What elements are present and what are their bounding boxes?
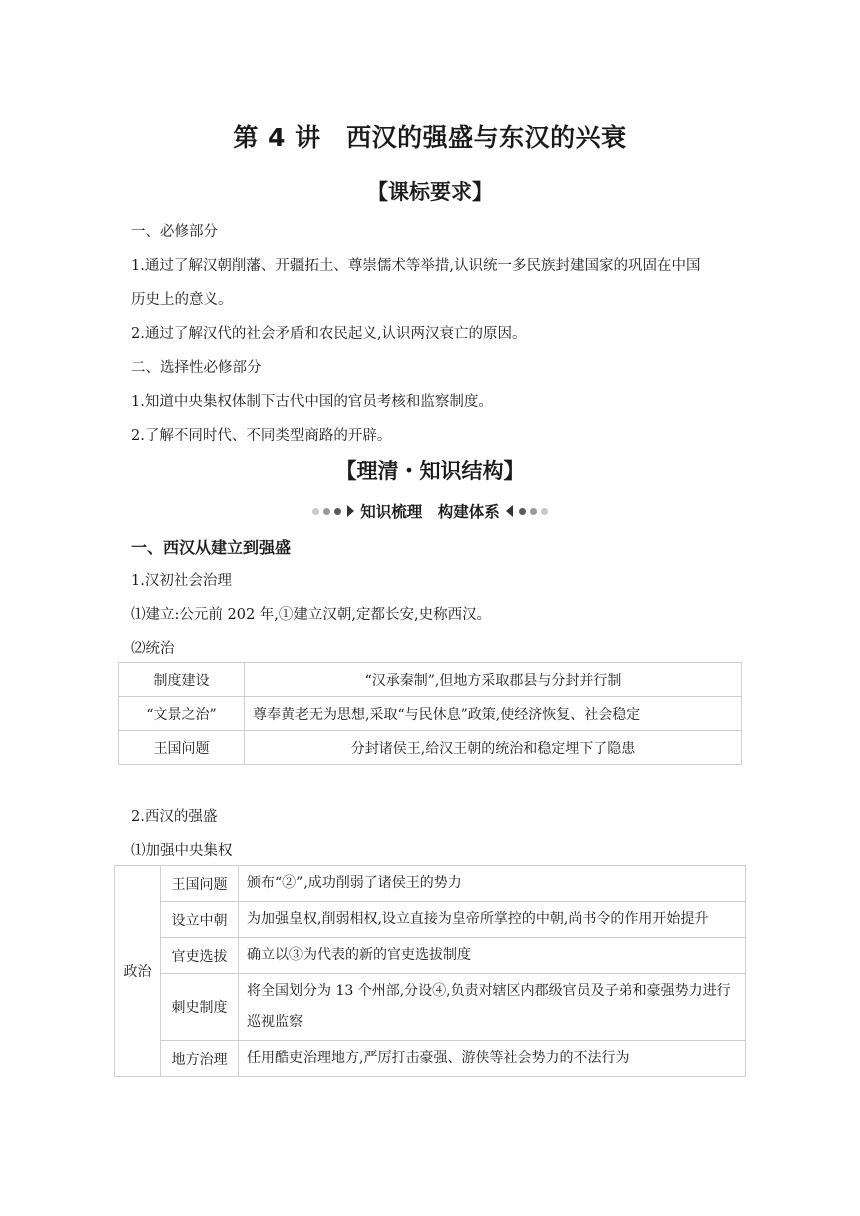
- table-row: [119, 731, 742, 765]
- subheading: 2.西汉的强盛: [131, 809, 218, 825]
- centralization-table: [114, 865, 746, 1077]
- table-cell-value: 尊奉黄老无为思想,采取“与民休息”政策,使经济恢复、社会稳定: [245, 697, 742, 731]
- table-cell-key: 设立中朝: [161, 902, 239, 938]
- section-banner: [300, 499, 560, 523]
- table-cell-key: “文景之治”: [119, 697, 245, 731]
- table-cell-value: “汉承秦制”,但地方采取郡县与分封并行制: [245, 663, 742, 697]
- table-row: [115, 974, 746, 1041]
- banner-dots-right: [519, 508, 548, 515]
- section-title-requirements: 【课标要求】: [367, 180, 493, 204]
- banner-label: 知识梳理 构建体系: [360, 503, 500, 521]
- subheading: ⑵统治: [131, 641, 175, 657]
- table-group-cell: 政治: [115, 866, 161, 1077]
- table-row: [115, 866, 746, 902]
- table-row: [119, 663, 742, 697]
- table-cell-value: 为加强皇权,削弱相权,设立直接为皇帝所掌控的中朝,尚书令的作用开始提升: [239, 902, 746, 938]
- requirement-line: 1.知道中央集权体制下古代中国的官员考核和监察制度。: [131, 394, 493, 410]
- arrow-right-icon: [347, 505, 354, 517]
- subheading: 1.汉初社会治理: [131, 573, 232, 589]
- subheading: ⑴加强中央集权: [131, 843, 233, 859]
- requirement-line: 二、选择性必修部分: [131, 360, 262, 376]
- heading-section-one: 一、西汉从建立到强盛: [131, 538, 292, 557]
- table-cell-value: 颁布“②”,成功削弱了诸侯王的势力: [239, 866, 746, 902]
- requirement-line: 2.了解不同时代、不同类型商路的开辟。: [131, 428, 392, 444]
- lesson-title: 第 4 讲 西汉的强盛与东汉的兴衰: [233, 123, 627, 152]
- requirement-line: 历史上的意义。: [131, 292, 233, 308]
- banner-dots-left: [312, 508, 341, 515]
- table-cell-key: 王国问题: [119, 731, 245, 765]
- table-cell-value: 将全国划分为 13 个州部,分设④,负责对辖区内郡级官员及子弟和豪强势力进行巡视监察: [239, 974, 746, 1041]
- paragraph-line: ⑴建立:公元前 202 年,①建立汉朝,定都长安,史称西汉。: [131, 607, 492, 623]
- governance-table: [118, 662, 742, 765]
- table-cell-key: 官吏选拔: [161, 938, 239, 974]
- requirement-line: 2.通过了解汉代的社会矛盾和农民起义,认识两汉衰亡的原因。: [131, 326, 527, 342]
- table-cell-key: 制度建设: [119, 663, 245, 697]
- table-row: [115, 938, 746, 974]
- table-cell-key: 刺史制度: [161, 974, 239, 1041]
- requirement-line: 一、必修部分: [131, 224, 218, 240]
- section-title-structure: 【理清・知识结构】: [335, 459, 525, 483]
- table-row: [115, 902, 746, 938]
- arrow-left-icon: [506, 505, 513, 517]
- table-cell-value: 分封诸侯王,给汉王朝的统治和稳定埋下了隐患: [245, 731, 742, 765]
- table-cell-key: 地方治理: [161, 1041, 239, 1077]
- table-cell-value: 任用酷吏治理地方,严厉打击豪强、游侠等社会势力的不法行为: [239, 1041, 746, 1077]
- table-row: [115, 1041, 746, 1077]
- table-cell-key: 王国问题: [161, 866, 239, 902]
- table-row: [119, 697, 742, 731]
- table-cell-value: 确立以③为代表的新的官吏选拔制度: [239, 938, 746, 974]
- requirement-line: 1.通过了解汉朝削藩、开疆拓土、尊崇儒术等举措,认识统一多民族封建国家的巩固在中国: [131, 258, 701, 274]
